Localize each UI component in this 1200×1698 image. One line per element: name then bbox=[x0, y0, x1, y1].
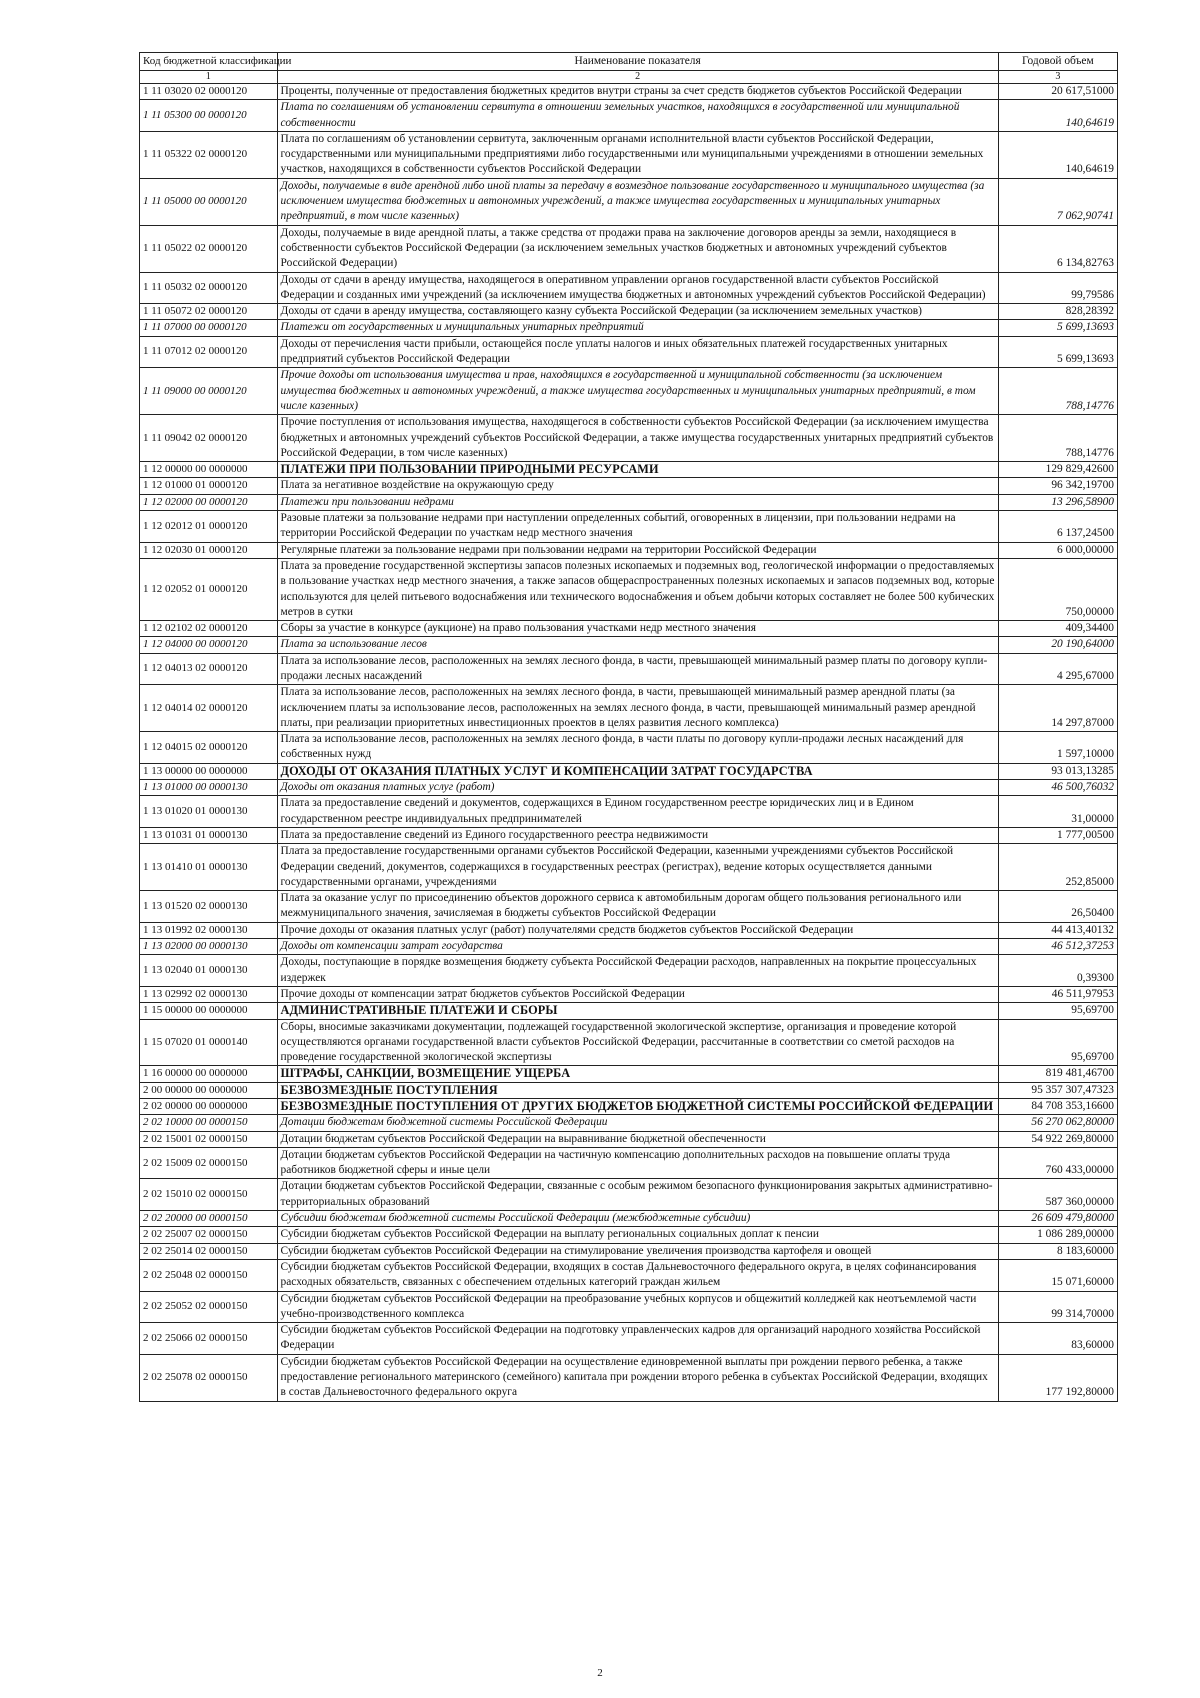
table-row bbox=[140, 542, 1118, 558]
row-value: 46 500,76032 bbox=[998, 780, 1117, 796]
row-name: Плата по соглашениям об установлении сервитута, заключенным органами исполнительной власти субъектов Российской Федерации, государственными или муниципальными предприятиями либо государственными или муниципальными учреждениями в отношении земельных участков, находящихся в собственности субъектов Российской Федерации bbox=[277, 131, 998, 178]
row-code: 1 11 05072 02 0000120 bbox=[140, 304, 278, 320]
row-name: Доходы от оказания платных услуг (работ) bbox=[277, 780, 998, 796]
table-row bbox=[140, 1211, 1118, 1227]
table-row bbox=[140, 1227, 1118, 1243]
table-row bbox=[140, 225, 1118, 272]
row-code: 1 12 04000 00 0000120 bbox=[140, 637, 278, 653]
row-name: Прочие доходы от использования имущества и прав, находящихся в государственной и муниципальной собственности (за исключением имущества бюджетных и автономных учреждений, а также имущества государственных и муниципальных унитарных предприятий, в том числе казенных) bbox=[277, 368, 998, 415]
row-name: ДОХОДЫ ОТ ОКАЗАНИЯ ПЛАТНЫХ УСЛУГ И КОМПЕНСАЦИИ ЗАТРАТ ГОСУДАРСТВА bbox=[277, 763, 998, 779]
row-name: Субсидии бюджетам бюджетной системы Российской Федерации (межбюджетные субсидии) bbox=[277, 1211, 998, 1227]
table-row bbox=[140, 637, 1118, 653]
row-code: 1 16 00000 00 0000000 bbox=[140, 1066, 278, 1082]
row-name: Доходы от компенсации затрат государства bbox=[277, 939, 998, 955]
row-code: 1 13 02992 02 0000130 bbox=[140, 986, 278, 1002]
row-code: 1 11 05000 00 0000120 bbox=[140, 178, 278, 225]
table-row bbox=[140, 1115, 1118, 1131]
row-code: 1 12 02030 01 0000120 bbox=[140, 542, 278, 558]
table-row bbox=[140, 827, 1118, 843]
table-row bbox=[140, 763, 1118, 779]
table-row bbox=[140, 1179, 1118, 1211]
row-value: 252,85000 bbox=[998, 844, 1117, 891]
row-value: 828,28392 bbox=[998, 304, 1117, 320]
row-code: 1 11 05022 02 0000120 bbox=[140, 225, 278, 272]
row-name: Плата за предоставление сведений и документов, содержащихся в Едином государственном реестре юридических лиц и в Едином государственном реестре индивидуальных предпринимателей bbox=[277, 796, 998, 828]
row-code: 1 12 02000 00 0000120 bbox=[140, 494, 278, 510]
row-name: Субсидии бюджетам субъектов Российской Федерации на подготовку управленческих кадров для организаций народного хозяйства Российской Федерации bbox=[277, 1323, 998, 1355]
row-code: 2 02 25014 02 0000150 bbox=[140, 1243, 278, 1259]
row-name: Плата за предоставление государственными органами субъектов Российской Федерации, казенными учреждениями субъектов Российской Федерации сведений, документов, содержащихся в государственных реестрах (регистрах), ведение которых осуществляется данными государственными органами, учреждениями bbox=[277, 844, 998, 891]
row-code: 1 12 04013 02 0000120 bbox=[140, 653, 278, 685]
row-value: 587 360,00000 bbox=[998, 1179, 1117, 1211]
row-name: БЕЗВОЗМЕЗДНЫЕ ПОСТУПЛЕНИЯ bbox=[277, 1082, 998, 1098]
row-value: 140,64619 bbox=[998, 131, 1117, 178]
row-value: 46 511,97953 bbox=[998, 986, 1117, 1002]
row-value: 46 512,37253 bbox=[998, 939, 1117, 955]
row-code: 1 12 02012 01 0000120 bbox=[140, 511, 278, 543]
table-row bbox=[140, 922, 1118, 938]
table-row bbox=[140, 653, 1118, 685]
table-row bbox=[140, 1354, 1118, 1401]
row-name: Плата за использование лесов bbox=[277, 637, 998, 653]
column-number-row bbox=[140, 71, 1118, 84]
row-value: 1 086 289,00000 bbox=[998, 1227, 1117, 1243]
row-code: 1 13 01520 02 0000130 bbox=[140, 891, 278, 923]
table-row bbox=[140, 415, 1118, 462]
table-row bbox=[140, 844, 1118, 891]
row-code: 2 02 25048 02 0000150 bbox=[140, 1259, 278, 1291]
row-name: Субсидии бюджетам субъектов Российской Федерации на выплату региональных социальных доплат к пенсии bbox=[277, 1227, 998, 1243]
table-row bbox=[140, 891, 1118, 923]
row-name: АДМИНИСТРАТИВНЫЕ ПЛАТЕЖИ И СБОРЫ bbox=[277, 1003, 998, 1019]
row-value: 99 314,70000 bbox=[998, 1291, 1117, 1323]
row-name: Платежи от государственных и муниципальных унитарных предприятий bbox=[277, 320, 998, 336]
row-value: 44 413,40132 bbox=[998, 922, 1117, 938]
row-value: 177 192,80000 bbox=[998, 1354, 1117, 1401]
table-row bbox=[140, 558, 1118, 620]
table-row bbox=[140, 1019, 1118, 1066]
table-row bbox=[140, 621, 1118, 637]
row-code: 2 02 25052 02 0000150 bbox=[140, 1291, 278, 1323]
table-row bbox=[140, 1003, 1118, 1019]
row-value: 1 597,10000 bbox=[998, 732, 1117, 764]
row-value: 56 270 062,80000 bbox=[998, 1115, 1117, 1131]
table-row bbox=[140, 84, 1118, 100]
row-name: БЕЗВОЗМЕЗДНЫЕ ПОСТУПЛЕНИЯ ОТ ДРУГИХ БЮДЖЕТОВ БЮДЖЕТНОЙ СИСТЕМЫ РОССИЙСКОЙ ФЕДЕРАЦИИ bbox=[277, 1099, 998, 1115]
row-code: 1 13 01020 01 0000130 bbox=[140, 796, 278, 828]
table-row bbox=[140, 336, 1118, 368]
row-code: 1 11 05300 00 0000120 bbox=[140, 100, 278, 132]
row-code: 1 11 03020 02 0000120 bbox=[140, 84, 278, 100]
row-name: Проценты, полученные от предоставления бюджетных кредитов внутри страны за счет средств бюджетов субъектов Российской Федерации bbox=[277, 84, 998, 100]
row-code: 1 11 07000 00 0000120 bbox=[140, 320, 278, 336]
row-name: Плата по соглашениям об установлении сервитута в отношении земельных участков, находящихся в государственной или муниципальной собственности bbox=[277, 100, 998, 132]
table-row bbox=[140, 1131, 1118, 1147]
row-code: 1 15 07020 01 0000140 bbox=[140, 1019, 278, 1066]
budget-table-sheet bbox=[139, 52, 1118, 1402]
row-name: Субсидии бюджетам субъектов Российской Федерации на преобразование учебных корпусов и общежитий колледжей как неотъемлемой части учебно-производственного комплекса bbox=[277, 1291, 998, 1323]
row-code: 1 13 02040 01 0000130 bbox=[140, 955, 278, 987]
row-name: Прочие поступления от использования имущества, находящегося в собственности субъектов Российской Федерации (за исключением имущества бюджетных и автономных учреждений субъектов Российской Федерации, а также имущества государственных унитарных предприятий субъектов Российской Федерации, в том числе казенных) bbox=[277, 415, 998, 462]
table-row bbox=[140, 494, 1118, 510]
row-value: 6 134,82763 bbox=[998, 225, 1117, 272]
table-row bbox=[140, 939, 1118, 955]
row-name: Доходы, поступающие в порядке возмещения бюджету субъекта Российской Федерации расходов, направленных на покрытие процессуальных издержек bbox=[277, 955, 998, 987]
header-volume: Годовой объем bbox=[998, 53, 1117, 71]
row-code: 1 12 00000 00 0000000 bbox=[140, 462, 278, 478]
table-body bbox=[140, 84, 1118, 1402]
column-number-2: 2 bbox=[277, 71, 998, 84]
column-number-1: 1 bbox=[140, 71, 278, 84]
row-name: Разовые платежи за пользование недрами при наступлении определенных событий, оговоренных в лицензии, при пользовании недрами на территории Российской Федерации по участкам недр местного значения bbox=[277, 511, 998, 543]
table-row bbox=[140, 955, 1118, 987]
row-value: 4 295,67000 bbox=[998, 653, 1117, 685]
row-value: 7 062,90741 bbox=[998, 178, 1117, 225]
table-header-row bbox=[140, 53, 1118, 71]
row-name: Доходы от сдачи в аренду имущества, находящегося в оперативном управлении органов государственной власти субъектов Российской Федерации и созданных ими учреждений (за исключением имущества бюджетных и автономных учреждений субъектов Российской Федерации) bbox=[277, 272, 998, 304]
row-code: 2 02 20000 00 0000150 bbox=[140, 1211, 278, 1227]
row-name: Дотации бюджетам бюджетной системы Российской Федерации bbox=[277, 1115, 998, 1131]
row-value: 95 357 307,47323 bbox=[998, 1082, 1117, 1098]
table-row bbox=[140, 1259, 1118, 1291]
row-value: 788,14776 bbox=[998, 368, 1117, 415]
table-row bbox=[140, 1323, 1118, 1355]
table-row bbox=[140, 100, 1118, 132]
row-value: 54 922 269,80000 bbox=[998, 1131, 1117, 1147]
header-code: Код бюджетной классификации bbox=[140, 53, 278, 71]
row-value: 15 071,60000 bbox=[998, 1259, 1117, 1291]
row-value: 84 708 353,16600 bbox=[998, 1099, 1117, 1115]
row-value: 750,00000 bbox=[998, 558, 1117, 620]
table-row bbox=[140, 368, 1118, 415]
row-value: 140,64619 bbox=[998, 100, 1117, 132]
row-code: 2 02 00000 00 0000000 bbox=[140, 1099, 278, 1115]
row-code: 2 02 15009 02 0000150 bbox=[140, 1147, 278, 1179]
row-value: 31,00000 bbox=[998, 796, 1117, 828]
row-value: 95,69700 bbox=[998, 1003, 1117, 1019]
row-code: 1 12 04015 02 0000120 bbox=[140, 732, 278, 764]
row-value: 788,14776 bbox=[998, 415, 1117, 462]
row-code: 1 11 09000 00 0000120 bbox=[140, 368, 278, 415]
table-row bbox=[140, 986, 1118, 1002]
table-row bbox=[140, 511, 1118, 543]
row-code: 2 02 10000 00 0000150 bbox=[140, 1115, 278, 1131]
row-value: 93 013,13285 bbox=[998, 763, 1117, 779]
row-name: Плата за оказание услуг по присоединению объектов дорожного сервиса к автомобильным дорогам общего пользования регионального или межмуниципального значения, зачисляемая в бюджеты субъектов Российской Федерации bbox=[277, 891, 998, 923]
row-code: 1 12 04014 02 0000120 bbox=[140, 685, 278, 732]
row-value: 8 183,60000 bbox=[998, 1243, 1117, 1259]
table-row bbox=[140, 1291, 1118, 1323]
row-name: Сборы за участие в конкурсе (аукционе) на право пользования участками недр местного значения bbox=[277, 621, 998, 637]
row-code: 2 02 15001 02 0000150 bbox=[140, 1131, 278, 1147]
row-value: 409,34400 bbox=[998, 621, 1117, 637]
row-name: Доходы от перечисления части прибыли, остающейся после уплаты налогов и иных обязательных платежей государственных унитарных предприятий субъектов Российской Федерации bbox=[277, 336, 998, 368]
row-code: 1 12 02052 01 0000120 bbox=[140, 558, 278, 620]
row-name: Плата за использование лесов, расположенных на землях лесного фонда, в части, превышающей минимальный размер платы по договору купли-продажи лесных насаждений bbox=[277, 653, 998, 685]
row-code: 1 13 00000 00 0000000 bbox=[140, 763, 278, 779]
table-row bbox=[140, 178, 1118, 225]
row-value: 760 433,00000 bbox=[998, 1147, 1117, 1179]
row-code: 2 02 25007 02 0000150 bbox=[140, 1227, 278, 1243]
row-name: Регулярные платежи за пользование недрами при пользовании недрами на территории Российской Федерации bbox=[277, 542, 998, 558]
row-code: 1 12 01000 01 0000120 bbox=[140, 478, 278, 494]
row-value: 819 481,46700 bbox=[998, 1066, 1117, 1082]
row-value: 26,50400 bbox=[998, 891, 1117, 923]
row-code: 2 02 15010 02 0000150 bbox=[140, 1179, 278, 1211]
row-name: Платежи при пользовании недрами bbox=[277, 494, 998, 510]
table-row bbox=[140, 462, 1118, 478]
table-row bbox=[140, 796, 1118, 828]
page-number: 2 bbox=[597, 1667, 603, 1679]
row-value: 83,60000 bbox=[998, 1323, 1117, 1355]
row-value: 5 699,13693 bbox=[998, 320, 1117, 336]
row-name: Доходы, получаемые в виде арендной либо иной платы за передачу в возмездное пользование государственного и муниципального имущества (за исключением имущества бюджетных и автономных учреждений, а также имущества государственных и муниципальных унитарных предприятий, в том числе казенных) bbox=[277, 178, 998, 225]
row-name: Сборы, вносимые заказчиками документации, подлежащей государственной экологической экспертизе, организация и проведение которой осуществляются органами государственной власти субъектов Российской Федерации, рассчитанные в соответствии со сметой расходов на проведение государственной экологической экспертизы bbox=[277, 1019, 998, 1066]
row-code: 1 13 02000 00 0000130 bbox=[140, 939, 278, 955]
row-value: 20 190,64000 bbox=[998, 637, 1117, 653]
row-code: 1 11 05322 02 0000120 bbox=[140, 131, 278, 178]
row-value: 96 342,19700 bbox=[998, 478, 1117, 494]
row-code: 1 15 00000 00 0000000 bbox=[140, 1003, 278, 1019]
row-code: 1 11 05032 02 0000120 bbox=[140, 272, 278, 304]
table-row bbox=[140, 1082, 1118, 1098]
row-value: 1 777,00500 bbox=[998, 827, 1117, 843]
row-value: 0,39300 bbox=[998, 955, 1117, 987]
row-code: 2 00 00000 00 0000000 bbox=[140, 1082, 278, 1098]
row-value: 26 609 479,80000 bbox=[998, 1211, 1117, 1227]
row-name: Плата за предоставление сведений из Единого государственного реестра недвижимости bbox=[277, 827, 998, 843]
table-row bbox=[140, 320, 1118, 336]
row-name: Доходы от сдачи в аренду имущества, составляющего казну субъекта Российской Федерации (за исключением земельных участков) bbox=[277, 304, 998, 320]
table-row bbox=[140, 1243, 1118, 1259]
table-row bbox=[140, 685, 1118, 732]
table-row bbox=[140, 131, 1118, 178]
row-name: Плата за негативное воздействие на окружающую среду bbox=[277, 478, 998, 494]
row-name: Прочие доходы от оказания платных услуг (работ) получателями средств бюджетов субъектов Российской Федерации bbox=[277, 922, 998, 938]
row-value: 20 617,51000 bbox=[998, 84, 1117, 100]
column-number-3: 3 bbox=[998, 71, 1117, 84]
table-row bbox=[140, 1066, 1118, 1082]
table-row bbox=[140, 478, 1118, 494]
row-name: Субсидии бюджетам субъектов Российской Федерации, входящих в состав Дальневосточного федерального округа, в целях софинансирования расходных обязательств, связанных с обеспечением отдельных категорий граждан жильем bbox=[277, 1259, 998, 1291]
header-name: Наименование показателя bbox=[277, 53, 998, 71]
row-value: 5 699,13693 bbox=[998, 336, 1117, 368]
table-row bbox=[140, 272, 1118, 304]
row-name: ШТРАФЫ, САНКЦИИ, ВОЗМЕЩЕНИЕ УЩЕРБА bbox=[277, 1066, 998, 1082]
table-row bbox=[140, 1147, 1118, 1179]
row-code: 1 11 09042 02 0000120 bbox=[140, 415, 278, 462]
row-value: 129 829,42600 bbox=[998, 462, 1117, 478]
row-code: 2 02 25078 02 0000150 bbox=[140, 1354, 278, 1401]
row-value: 6 000,00000 bbox=[998, 542, 1117, 558]
row-value: 13 296,58900 bbox=[998, 494, 1117, 510]
row-name: Субсидии бюджетам субъектов Российской Федерации на стимулирование увеличения производства картофеля и овощей bbox=[277, 1243, 998, 1259]
row-code: 1 13 01410 01 0000130 bbox=[140, 844, 278, 891]
row-code: 1 12 02102 02 0000120 bbox=[140, 621, 278, 637]
row-name: Плата за проведение государственной экспертизы запасов полезных ископаемых и подземных вод, геологической информации о предоставляемых в пользование участках недр местного значения, а также запасов общераспространенных полезных ископаемых и запасов подземных вод, которые используются для целей питьевого водоснабжения или технического водоснабжения и объем добычи которых составляет не более 500 кубических метров в сутки bbox=[277, 558, 998, 620]
row-value: 6 137,24500 bbox=[998, 511, 1117, 543]
table-row bbox=[140, 1099, 1118, 1115]
row-value: 95,69700 bbox=[998, 1019, 1117, 1066]
row-code: 2 02 25066 02 0000150 bbox=[140, 1323, 278, 1355]
row-code: 1 11 07012 02 0000120 bbox=[140, 336, 278, 368]
row-name: Плата за использование лесов, расположенных на землях лесного фонда, в части платы по договору купли-продажи лесных насаждений для собственных нужд bbox=[277, 732, 998, 764]
row-name: Дотации бюджетам субъектов Российской Федерации на частичную компенсацию дополнительных расходов на повышение оплаты труда работников бюджетной сферы и иные цели bbox=[277, 1147, 998, 1179]
row-value: 99,79586 bbox=[998, 272, 1117, 304]
row-name: Прочие доходы от компенсации затрат бюджетов субъектов Российской Федерации bbox=[277, 986, 998, 1002]
row-value: 14 297,87000 bbox=[998, 685, 1117, 732]
row-name: Дотации бюджетам субъектов Российской Федерации, связанные с особым режимом безопасного функционирования закрытых административно-территориальных образований bbox=[277, 1179, 998, 1211]
row-name: ПЛАТЕЖИ ПРИ ПОЛЬЗОВАНИИ ПРИРОДНЫМИ РЕСУРСАМИ bbox=[277, 462, 998, 478]
table-row bbox=[140, 780, 1118, 796]
table-row bbox=[140, 304, 1118, 320]
row-name: Плата за использование лесов, расположенных на землях лесного фонда, в части, превышающей минимальный размер арендной платы (за исключением платы за использование лесов, расположенных на землях лесного фонда, в части, превышающей минимальный размер арендной платы, при реализации приоритетных инвестиционных проектов в целях развития лесного комплекса) bbox=[277, 685, 998, 732]
budget-table bbox=[139, 52, 1118, 1402]
row-code: 1 13 01000 00 0000130 bbox=[140, 780, 278, 796]
row-name: Субсидии бюджетам субъектов Российской Федерации на осуществление единовременной выплаты при рождении первого ребенка, а также предоставление регионального материнского (семейного) капитала при рождении второго ребенка в субъектах Российской Федерации, входящих в состав Дальневосточного федерального округа bbox=[277, 1354, 998, 1401]
row-code: 1 13 01992 02 0000130 bbox=[140, 922, 278, 938]
row-code: 1 13 01031 01 0000130 bbox=[140, 827, 278, 843]
row-name: Доходы, получаемые в виде арендной платы, а также средства от продажи права на заключение договоров аренды за земли, находящиеся в собственности субъектов Российской Федерации (за исключением земельных участков бюджетных и автономных учреждений субъектов Российской Федерации) bbox=[277, 225, 998, 272]
row-name: Дотации бюджетам субъектов Российской Федерации на выравнивание бюджетной обеспеченности bbox=[277, 1131, 998, 1147]
table-row bbox=[140, 732, 1118, 764]
